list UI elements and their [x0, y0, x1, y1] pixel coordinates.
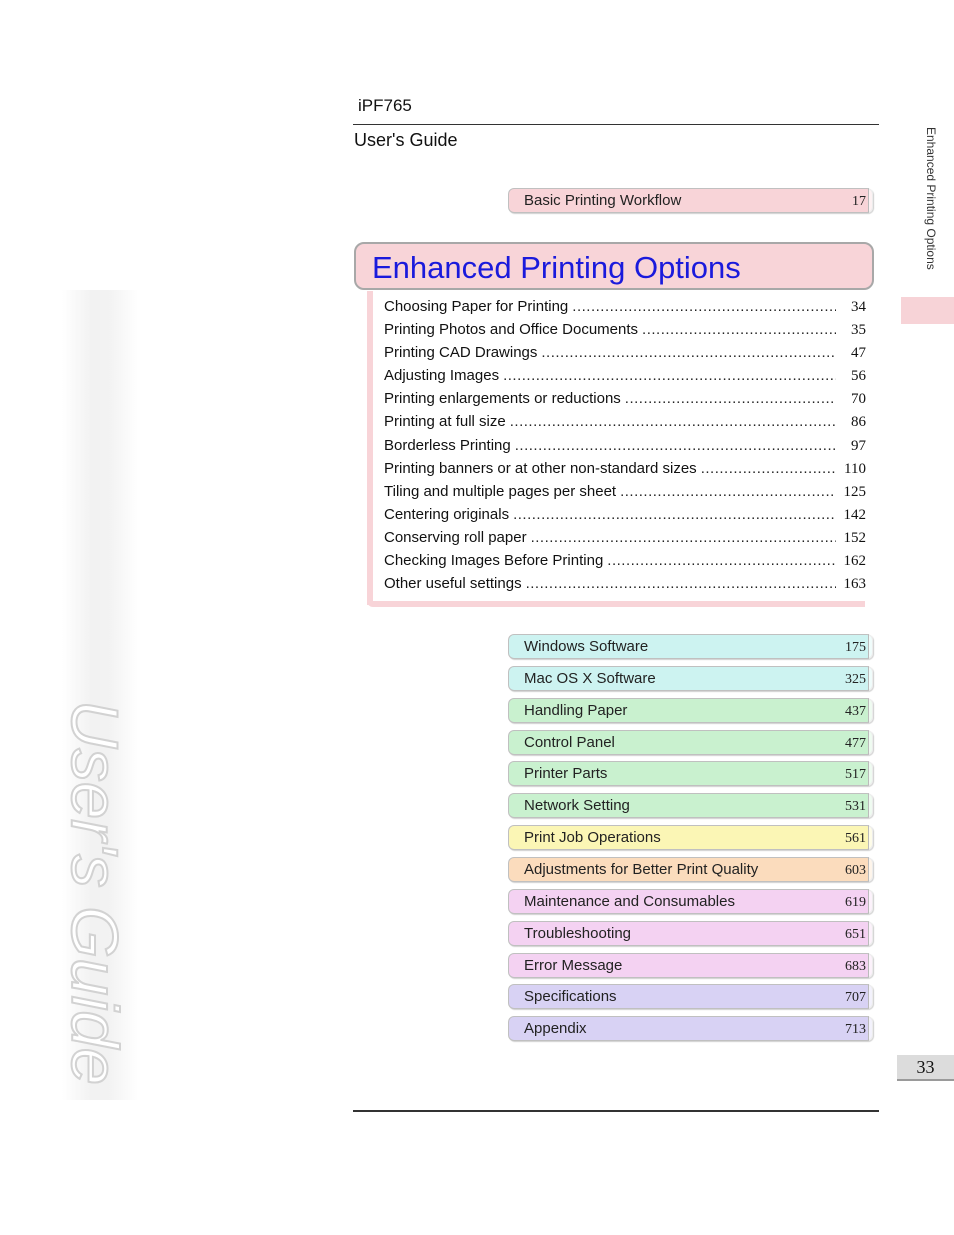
toc-item[interactable]: [384, 483, 866, 506]
chapter-page: 175: [845, 640, 866, 655]
chapter-page: 531: [845, 799, 866, 814]
toc-item[interactable]: [384, 367, 866, 390]
section-title: Enhanced Printing Options: [372, 250, 741, 285]
chapter-page: 707: [845, 990, 866, 1005]
toc-bottom-bar: [367, 601, 865, 607]
toc-item-label: Centering originals: [384, 505, 510, 523]
chapter-page: 651: [845, 927, 866, 942]
chapter-label: Error Message: [524, 957, 623, 974]
toc-leader-dots: [572, 298, 836, 315]
pill-cap: [868, 698, 873, 723]
chapter-page: 477: [845, 736, 866, 751]
toc-item[interactable]: [384, 506, 866, 529]
chapter-label: Handling Paper: [524, 702, 628, 719]
toc-item-label: Conserving roll paper: [384, 528, 527, 546]
toc-leader-dots: [701, 460, 836, 477]
toc-leader-dots: [526, 575, 836, 592]
chapter-link[interactable]: [508, 793, 873, 818]
chapter-page: 517: [845, 767, 866, 782]
pill-cap: [868, 984, 873, 1009]
toc-item[interactable]: [384, 390, 866, 413]
chapter-link[interactable]: [508, 698, 873, 723]
toc-item[interactable]: [384, 344, 866, 367]
chapter-label: Basic Printing Workflow: [524, 192, 682, 209]
chapter-label: Adjustments for Better Print Quality: [524, 861, 759, 878]
pill-cap: [868, 825, 873, 850]
pill-cap: [868, 889, 873, 914]
toc-item-label: Tiling and multiple pages per sheet: [384, 482, 617, 500]
printer-model: iPF765: [358, 96, 412, 115]
toc-item-page: 162: [843, 553, 866, 570]
toc-item-label: Other useful settings: [384, 575, 522, 593]
toc-item-page: 152: [843, 529, 866, 546]
toc-item-label: Printing enlargements or reductions: [384, 390, 621, 408]
toc-leader-dots: [620, 483, 836, 500]
chapter-page: 561: [845, 831, 866, 846]
chapter-label: Specifications: [524, 988, 617, 1005]
toc-item-page: 70: [851, 391, 866, 408]
toc-item-page: 97: [851, 437, 866, 454]
section-toc: [384, 298, 866, 598]
chapter-label: Control Panel: [524, 734, 615, 751]
chapter-link[interactable]: [508, 889, 873, 914]
toc-item-label: Borderless Printing: [384, 436, 511, 454]
toc-item-label: Printing at full size: [384, 413, 506, 431]
toc-item-page: 35: [851, 322, 866, 339]
toc-item-page: 56: [851, 368, 866, 385]
chapter-label: Appendix: [524, 1020, 587, 1037]
chapter-link[interactable]: [508, 857, 873, 882]
toc-item[interactable]: [384, 413, 866, 436]
toc-leader-dots: [513, 506, 836, 523]
chapter-label: Troubleshooting: [524, 925, 632, 942]
chapter-page: 683: [845, 959, 866, 974]
chapter-link-basic-printing-workflow[interactable]: [508, 188, 873, 213]
toc-item[interactable]: [384, 575, 866, 598]
watermark-text: User's Guide: [62, 700, 132, 1080]
pill-cap: [868, 761, 873, 786]
chapter-label: Printer Parts: [524, 765, 608, 782]
toc-leader-dots: [531, 529, 836, 546]
toc-item-label: Checking Images Before Printing: [384, 552, 604, 570]
pill-cap: [868, 730, 873, 755]
side-section-title: Enhanced Printing Options: [924, 127, 938, 270]
toc-item[interactable]: [384, 552, 866, 575]
chapter-link[interactable]: [508, 984, 873, 1009]
pill-cap: [868, 793, 873, 818]
toc-item-page: 163: [843, 576, 866, 593]
toc-item-label: Adjusting Images: [384, 367, 500, 385]
chapter-link[interactable]: [508, 953, 873, 978]
pill-cap: [868, 666, 873, 691]
chapter-label: Maintenance and Consumables: [524, 893, 735, 910]
chapter-label: Network Setting: [524, 797, 630, 814]
chapter-page: 325: [845, 672, 866, 687]
chapter-page: 619: [845, 895, 866, 910]
pill-cap: [868, 921, 873, 946]
chapter-link[interactable]: [508, 761, 873, 786]
pill-cap: [868, 857, 873, 882]
toc-item-page: 110: [844, 460, 866, 477]
toc-item[interactable]: [384, 437, 866, 460]
toc-item[interactable]: [384, 298, 866, 321]
pill-cap: [868, 1016, 873, 1041]
chapter-page: 603: [845, 863, 866, 878]
toc-item-page: 142: [843, 506, 866, 523]
chapter-link[interactable]: [508, 666, 873, 691]
footer-rule: [353, 1110, 879, 1112]
toc-item-label: Printing Photos and Office Documents: [384, 321, 639, 339]
toc-item-page: 125: [843, 483, 866, 500]
pill-cap: [868, 953, 873, 978]
toc-item-page: 47: [851, 345, 866, 362]
chapter-page: 437: [845, 704, 866, 719]
pill-cap: [868, 188, 873, 213]
chapter-page: 17: [852, 194, 866, 209]
toc-item[interactable]: [384, 321, 866, 344]
chapter-link[interactable]: [508, 921, 873, 946]
toc-item[interactable]: [384, 529, 866, 552]
toc-leader-dots: [541, 344, 836, 361]
toc-leader-dots: [607, 552, 836, 569]
users-guide-watermark: [62, 700, 138, 1090]
guide-title: User's Guide: [354, 130, 458, 150]
toc-item-label: Printing CAD Drawings: [384, 344, 538, 362]
chapter-label: Print Job Operations: [524, 829, 661, 846]
chapter-link[interactable]: [508, 1016, 873, 1041]
chapter-label: Windows Software: [524, 638, 649, 655]
chapter-page: 713: [845, 1022, 866, 1037]
chapter-link[interactable]: [508, 730, 873, 755]
section-header: [354, 242, 874, 290]
toc-item-page: 34: [851, 299, 866, 315]
side-section-tab: [901, 297, 954, 324]
chapter-label: Mac OS X Software: [524, 670, 656, 687]
toc-item-label: Printing banners or at other non-standard sizes: [384, 459, 697, 477]
toc-left-bar: [367, 291, 373, 605]
toc-leader-dots: [510, 413, 836, 430]
toc-leader-dots: [642, 321, 836, 338]
page-number: 33: [897, 1055, 954, 1081]
toc-item-label: Choosing Paper for Printing: [384, 298, 569, 315]
toc-leader-dots: [503, 367, 836, 384]
toc-leader-dots: [625, 390, 836, 407]
toc-item[interactable]: [384, 460, 866, 483]
pill-cap: [868, 634, 873, 659]
toc-leader-dots: [515, 437, 836, 454]
toc-item-page: 86: [851, 414, 866, 431]
header-rule: [353, 124, 879, 125]
chapter-link[interactable]: [508, 634, 873, 659]
chapter-link[interactable]: [508, 825, 873, 850]
